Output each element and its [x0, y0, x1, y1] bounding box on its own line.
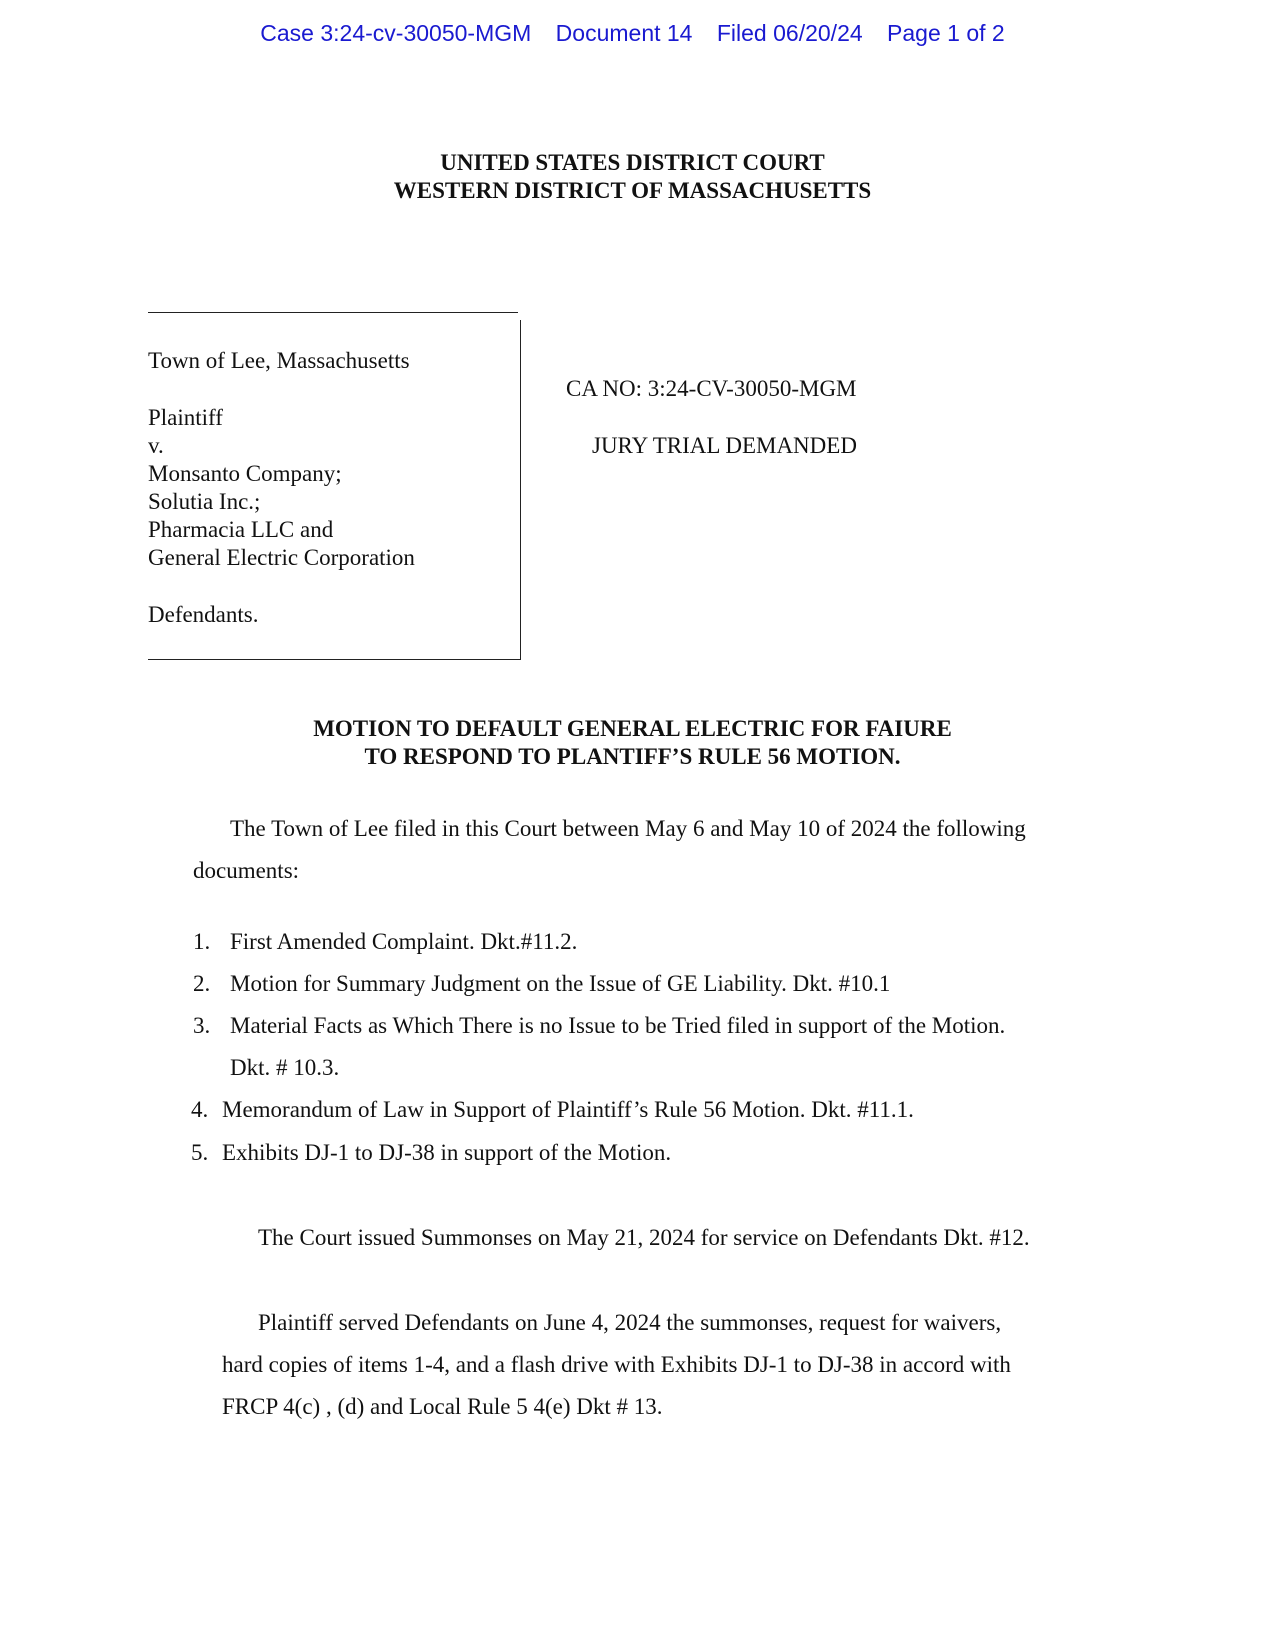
court-name-line2: WESTERN DISTRICT OF MASSACHUSETTS: [393, 178, 872, 203]
filed-date-stamp: Filed 06/20/24: [716, 20, 863, 46]
service-paragraph-line2: hard copies of items 1-4, and a flash drive with Exhibits DJ-1 to DJ-38 in accord with: [222, 1352, 1011, 1377]
service-paragraph-line3: FRCP 4(c) , (d) and Local Rule 5 4(e) Dkt # 13.: [222, 1394, 663, 1419]
list-item-number: 2.: [193, 971, 211, 996]
jury-trial-demand: JURY TRIAL DEMANDED: [592, 433, 857, 458]
page-number-stamp: Page 1 of 2: [887, 20, 1005, 46]
case-number-stamp: Case 3:24-cv-30050-MGM: [260, 20, 532, 46]
document-number-stamp: Document 14: [555, 20, 693, 46]
ecf-header-stamp: [0, 20, 1265, 47]
motion-title-line1: MOTION TO DEFAULT GENERAL ELECTRIC FOR FAIURE: [313, 716, 952, 741]
service-paragraph-line1: Plaintiff served Defendants on June 4, 2024 the summonses, request for waivers,: [258, 1310, 1002, 1335]
plaintiff-name: Town of Lee, Massachusetts: [148, 348, 410, 373]
intro-paragraph-line1: The Town of Lee filed in this Court between May 6 and May 10 of 2024 the following: [230, 816, 1026, 841]
defendant-4: General Electric Corporation: [148, 545, 415, 570]
list-item: Exhibits DJ-1 to DJ-38 in support of the Motion.: [222, 1140, 672, 1165]
defendants-label: Defendants.: [148, 602, 259, 627]
list-item: Material Facts as Which There is no Issue to be Tried filed in support of the Motion.: [230, 1013, 1006, 1038]
versus: v.: [148, 433, 164, 458]
summons-paragraph: The Court issued Summonses on May 21, 2024 for service on Defendants Dkt. #12.: [258, 1225, 1030, 1250]
caption-vertical-bar: [520, 320, 521, 660]
court-name-line1: UNITED STATES DISTRICT COURT: [440, 150, 825, 175]
case-number: CA NO: 3:24-CV-30050-MGM: [566, 376, 857, 401]
list-item-number: 4.: [191, 1097, 209, 1122]
motion-title-line2: TO RESPOND TO PLANTIFF’S RULE 56 MOTION.: [364, 744, 901, 769]
caption-bottom-rule: [148, 659, 520, 660]
caption-top-rule: [148, 312, 518, 313]
defendant-3: Pharmacia LLC and: [148, 517, 334, 542]
list-item-number: 1.: [193, 929, 211, 954]
list-item-number: 3.: [193, 1013, 211, 1038]
defendant-2: Solutia Inc.;: [148, 489, 261, 514]
intro-paragraph-line2: documents:: [193, 858, 300, 883]
defendant-1: Monsanto Company;: [148, 461, 342, 486]
list-item-continuation: Dkt. # 10.3.: [230, 1055, 340, 1080]
list-item-number: 5.: [191, 1140, 209, 1165]
list-item: Motion for Summary Judgment on the Issue of GE Liability. Dkt. #10.1: [230, 971, 891, 996]
plaintiff-label: Plaintiff: [148, 405, 223, 430]
list-item: Memorandum of Law in Support of Plaintiff’s Rule 56 Motion. Dkt. #11.1.: [222, 1097, 914, 1122]
list-item: First Amended Complaint. Dkt.#11.2.: [230, 929, 578, 954]
